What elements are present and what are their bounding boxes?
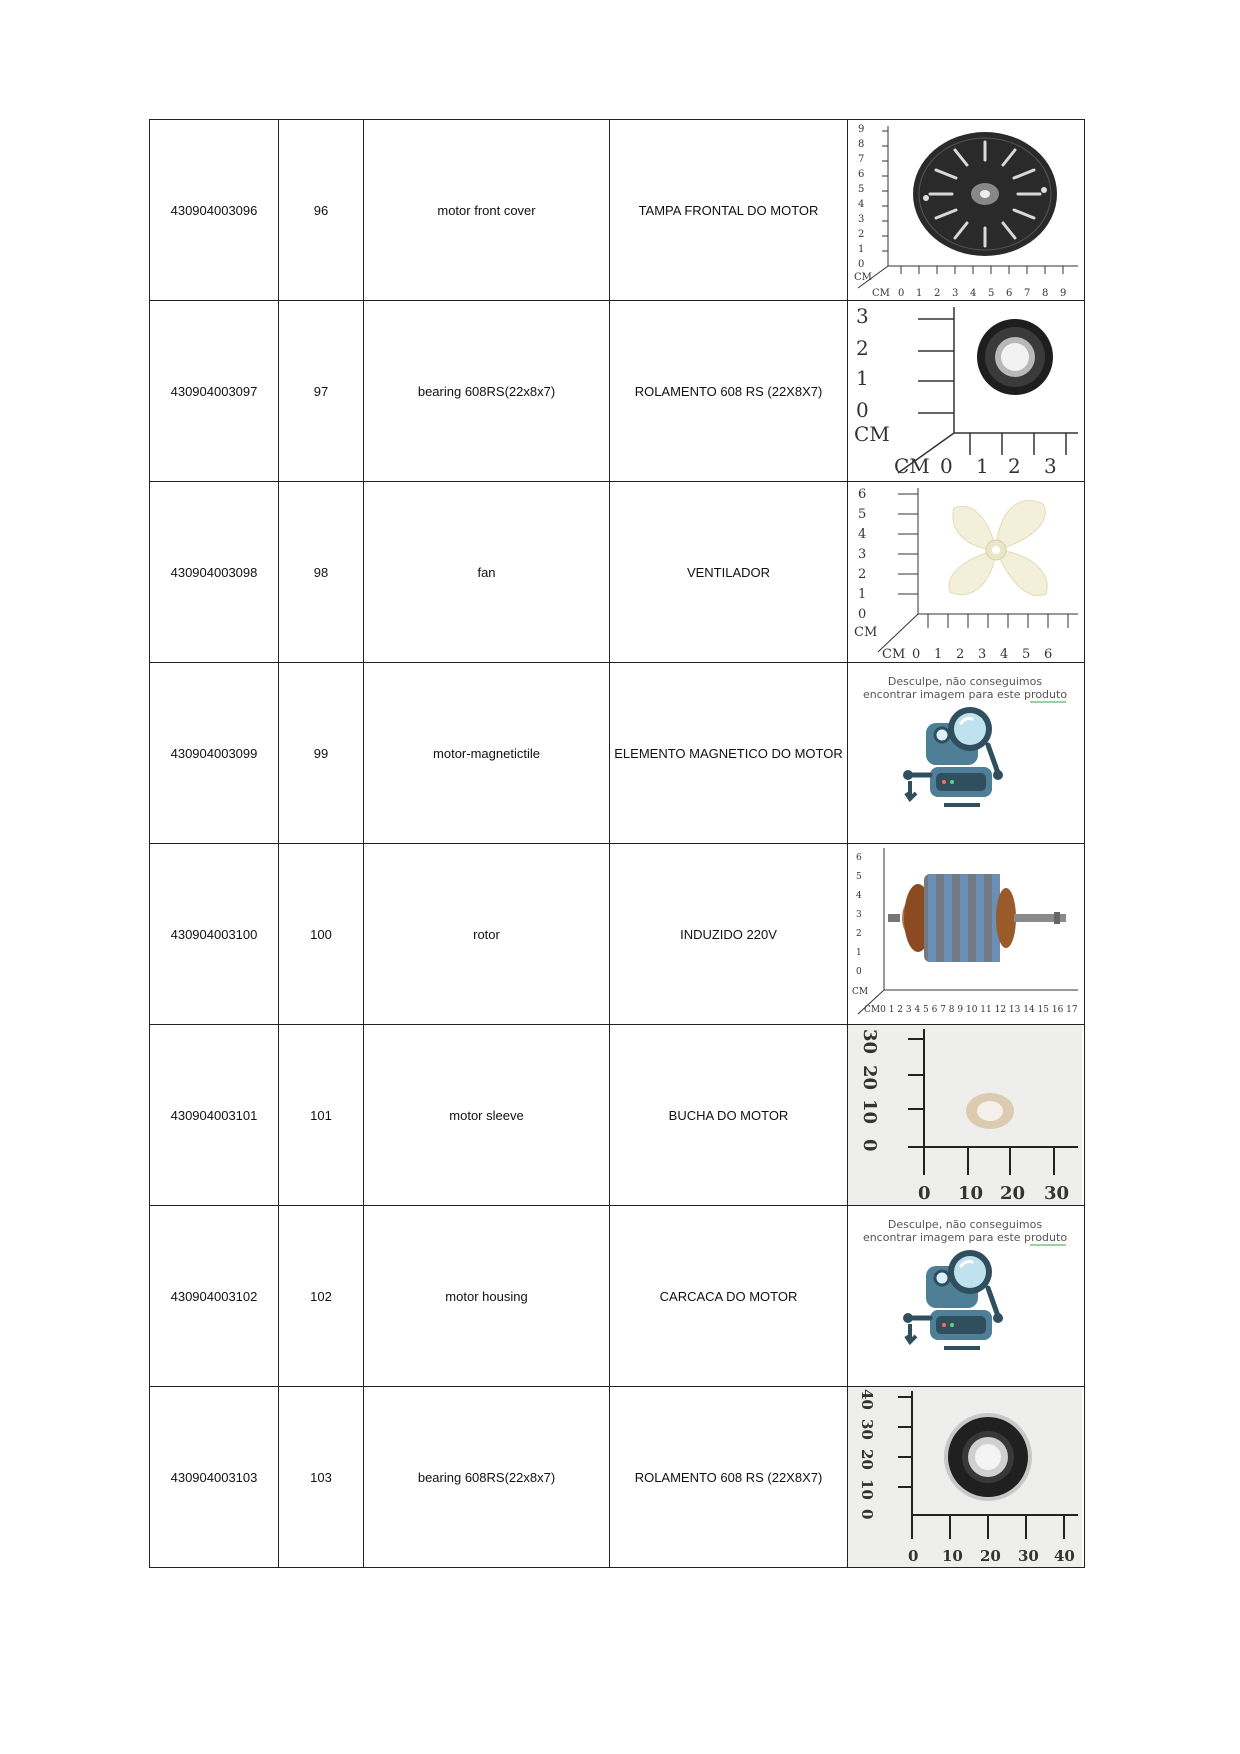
svg-text:0: 0: [898, 288, 905, 299]
part-image-cell: [848, 844, 1085, 1025]
portuguese-description-cell: CARCACA DO MOTOR: [610, 1206, 848, 1387]
bearing-photo: [848, 1387, 1082, 1567]
svg-text:20: 20: [980, 1547, 1001, 1565]
portuguese-description-cell: VENTILADOR: [610, 482, 848, 663]
motor-front-cover-photo: [848, 120, 1082, 300]
svg-text:9: 9: [1060, 288, 1067, 299]
english-description-cell: bearing 608RS(22x8x7): [364, 1387, 610, 1568]
svg-text:1: 1: [856, 366, 869, 390]
part-code-cell: 430904003096: [150, 120, 279, 301]
part-code-cell: 430904003100: [150, 844, 279, 1025]
svg-text:3: 3: [978, 647, 987, 662]
svg-text:0: 0: [918, 1183, 931, 1204]
svg-text:40: 40: [858, 1389, 876, 1410]
svg-text:1: 1: [856, 948, 862, 958]
svg-text:2: 2: [934, 288, 941, 299]
part-image-cell: [848, 1025, 1085, 1206]
svg-text:2: 2: [858, 229, 865, 240]
part-code-cell: 430904003101: [150, 1025, 279, 1206]
table-row: [150, 844, 1085, 1025]
svg-text:30: 30: [858, 1419, 876, 1440]
english-description-cell: rotor: [364, 844, 610, 1025]
parts-table: [149, 119, 1085, 1568]
svg-text:8: 8: [858, 139, 865, 150]
part-code-cell: 430904003102: [150, 1206, 279, 1387]
table-row: [150, 1206, 1085, 1387]
svg-text:4: 4: [858, 527, 867, 542]
svg-text:4: 4: [858, 199, 865, 210]
svg-text:5: 5: [858, 507, 867, 522]
svg-text:5: 5: [858, 184, 865, 195]
part-code-cell: 430904003098: [150, 482, 279, 663]
svg-text:2: 2: [856, 336, 869, 360]
svg-text:1: 1: [858, 244, 865, 255]
svg-text:2: 2: [856, 929, 862, 939]
table-row: [150, 1025, 1085, 1206]
svg-text:6: 6: [1044, 647, 1053, 662]
item-number-cell: 99: [279, 663, 364, 844]
svg-text:5: 5: [856, 872, 862, 882]
bearing-photo: [848, 301, 1082, 481]
svg-text:0: 0: [859, 1139, 880, 1152]
no-image-placeholder: [848, 1206, 1082, 1386]
svg-text:CM: CM: [894, 454, 930, 478]
placeholder-line-1: Desculpe, não conseguimos: [887, 1218, 1043, 1231]
svg-text:0: 0: [856, 967, 862, 977]
svg-text:0: 0: [912, 647, 921, 662]
english-description-cell: motor front cover: [364, 120, 610, 301]
english-description-cell: motor sleeve: [364, 1025, 610, 1206]
motor-sleeve-photo: [848, 1025, 1082, 1205]
svg-text:0: 0: [856, 398, 869, 422]
english-description-cell: motor-magnetictile: [364, 663, 610, 844]
english-description-cell: fan: [364, 482, 610, 663]
part-image-cell: [848, 482, 1085, 663]
table-row: [150, 120, 1085, 301]
part-code-cell: 430904003103: [150, 1387, 279, 1568]
svg-text:6: 6: [856, 853, 862, 863]
svg-text:3: 3: [1044, 454, 1057, 478]
svg-text:6: 6: [858, 487, 867, 502]
part-image-cell: [848, 301, 1085, 482]
svg-text:3: 3: [858, 547, 867, 562]
part-image-cell: [848, 663, 1085, 844]
svg-text:20: 20: [1000, 1183, 1026, 1204]
english-description-cell: motor housing: [364, 1206, 610, 1387]
table-row: [150, 301, 1085, 482]
placeholder-line-2: encontrar imagem para este produto: [862, 688, 1068, 701]
svg-text:10: 10: [958, 1183, 984, 1204]
part-image-cell: [848, 120, 1085, 301]
svg-text:2: 2: [956, 647, 965, 662]
svg-text:0: 0: [940, 454, 953, 478]
svg-text:1: 1: [916, 288, 923, 299]
svg-text:20: 20: [859, 1065, 880, 1091]
portuguese-description-cell: BUCHA DO MOTOR: [610, 1025, 848, 1206]
svg-text:CM: CM: [852, 987, 869, 997]
item-number-cell: 101: [279, 1025, 364, 1206]
item-number-cell: 103: [279, 1387, 364, 1568]
english-description-cell: bearing 608RS(22x8x7): [364, 301, 610, 482]
svg-text:30: 30: [1018, 1547, 1039, 1565]
svg-text:2: 2: [858, 567, 867, 582]
svg-text:30: 30: [1044, 1183, 1070, 1204]
portuguese-description-cell: ELEMENTO MAGNETICO DO MOTOR: [610, 663, 848, 844]
svg-text:CM: CM: [854, 625, 878, 640]
svg-text:0: 0: [858, 1509, 876, 1520]
svg-text:8: 8: [1042, 288, 1049, 299]
svg-text:7: 7: [1024, 288, 1031, 299]
svg-text:3: 3: [952, 288, 959, 299]
svg-text:CM: CM: [872, 288, 890, 299]
svg-text:10: 10: [942, 1547, 963, 1565]
item-number-cell: 97: [279, 301, 364, 482]
item-number-cell: 98: [279, 482, 364, 663]
svg-text:4: 4: [1000, 647, 1009, 662]
svg-text:1: 1: [858, 587, 867, 602]
svg-text:0: 0: [858, 259, 865, 270]
svg-text:1: 1: [976, 454, 989, 478]
item-number-cell: 102: [279, 1206, 364, 1387]
svg-text:CM: CM: [854, 272, 872, 283]
item-number-cell: 96: [279, 120, 364, 301]
no-image-placeholder: [848, 663, 1082, 843]
svg-text:10: 10: [859, 1099, 880, 1125]
part-code-cell: 430904003097: [150, 301, 279, 482]
svg-text:4: 4: [856, 891, 862, 901]
svg-text:40: 40: [1054, 1547, 1075, 1565]
table-row: [150, 663, 1085, 844]
svg-text:5: 5: [988, 288, 995, 299]
svg-text:2: 2: [1008, 454, 1021, 478]
svg-text:0: 0: [908, 1547, 919, 1565]
part-code-cell: 430904003099: [150, 663, 279, 844]
svg-text:3: 3: [856, 910, 862, 920]
svg-text:7: 7: [858, 154, 865, 165]
svg-text:10: 10: [858, 1479, 876, 1500]
table-row: [150, 482, 1085, 663]
svg-text:3: 3: [856, 304, 869, 328]
placeholder-line-1: Desculpe, não conseguimos: [887, 675, 1043, 688]
portuguese-description-cell: INDUZIDO 220V: [610, 844, 848, 1025]
table-row: [150, 1387, 1085, 1568]
rotor-photo: [848, 844, 1082, 1024]
svg-text:4: 4: [970, 288, 977, 299]
svg-text:6: 6: [858, 169, 865, 180]
svg-text:CM: CM: [882, 647, 906, 662]
svg-text:3: 3: [858, 214, 865, 225]
svg-text:6: 6: [1006, 288, 1013, 299]
svg-text:30: 30: [859, 1029, 880, 1055]
item-number-cell: 100: [279, 844, 364, 1025]
svg-text:5: 5: [1022, 647, 1031, 662]
placeholder-line-2: encontrar imagem para este produto: [862, 1231, 1068, 1244]
portuguese-description-cell: TAMPA FRONTAL DO MOTOR: [610, 120, 848, 301]
svg-text:20: 20: [858, 1449, 876, 1470]
svg-text:CM: CM: [854, 422, 890, 446]
svg-text:1: 1: [934, 647, 943, 662]
portuguese-description-cell: ROLAMENTO 608 RS (22X8X7): [610, 1387, 848, 1568]
portuguese-description-cell: ROLAMENTO 608 RS (22X8X7): [610, 301, 848, 482]
svg-text:CM0 1 2 3 4 5 6 7 8 9 10 11 12: CM0 1 2 3 4 5 6 7 8 9 10 11 12 13 14 15 16 17: [864, 1005, 1078, 1015]
part-image-cell: [848, 1387, 1085, 1568]
svg-text:0: 0: [858, 607, 867, 622]
part-image-cell: [848, 1206, 1085, 1387]
svg-text:9: 9: [858, 124, 865, 135]
fan-photo: [848, 482, 1082, 662]
